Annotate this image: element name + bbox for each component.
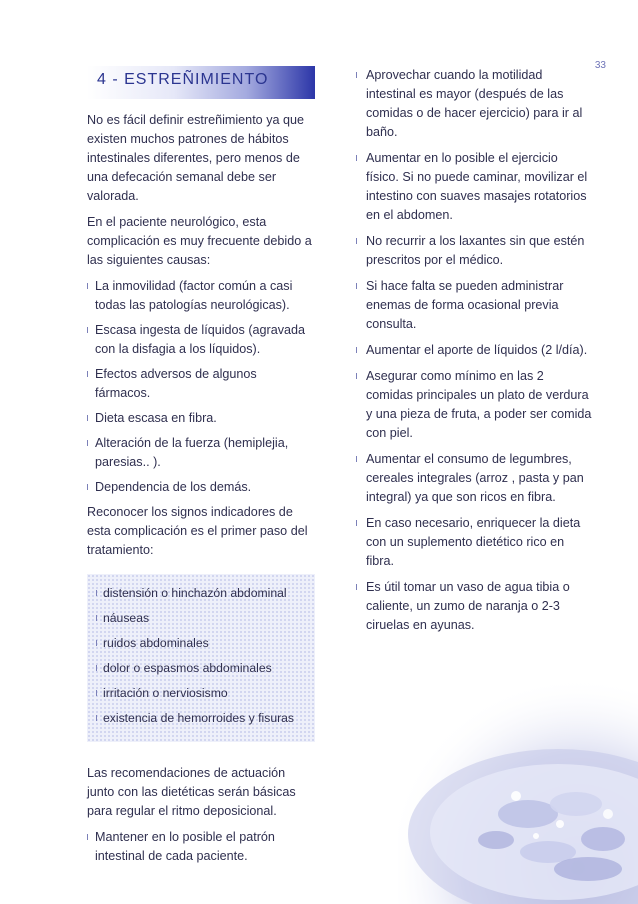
left-column <box>87 66 315 872</box>
bullet-mark <box>87 834 88 840</box>
bullet-mark <box>96 665 97 671</box>
bullet-mark <box>356 520 357 526</box>
bullet-mark <box>356 72 357 78</box>
recommendations-list <box>356 66 592 635</box>
bullet-mark <box>356 283 357 289</box>
list-item: Dieta escasa en fibra. <box>87 409 315 428</box>
recommendations-intro-paragraph: Las recomendaciones de actuación junto con las dietéticas serán básicas para regular el ritmo deposicional. <box>87 766 296 818</box>
bullet-mark <box>96 640 97 646</box>
list-item: dolor o espasmos abdominales <box>87 659 315 678</box>
list-item: Escasa ingesta de líquidos (agravada con la disfagia a los líquidos). <box>87 321 315 359</box>
bullet-mark <box>96 690 97 696</box>
bullet-mark <box>356 584 357 590</box>
page-number: 33 <box>594 60 606 71</box>
list-item: irritación o nerviosismo <box>87 684 315 703</box>
bullet-mark <box>87 415 88 421</box>
bullet-mark <box>96 590 97 596</box>
bullet-mark <box>356 456 357 462</box>
food-photo-illustration <box>398 664 638 904</box>
list-item: Aumentar en lo posible el ejercicio físico. Si no puede caminar, movilizar el intestino con suaves masajes rotatorios en el abdomen. <box>356 149 592 225</box>
list-item: ruidos abdominales <box>87 634 315 653</box>
causes-intro-paragraph: En el paciente neurológico, esta complicación es muy frecuente debido a las siguientes causas: <box>87 215 312 267</box>
list-item: Aumentar el aporte de líquidos (2 l/día). <box>356 341 592 360</box>
first-recommendation-list <box>87 828 315 866</box>
section-title: 4 - ESTREÑIMIENTO <box>97 71 269 88</box>
recognize-paragraph: Reconocer los signos indicadores de esta complicación es el primer paso del tratamiento: <box>87 505 308 557</box>
list-item: Es útil tomar un vaso de agua tibia o caliente, un zumo de naranja o 2-3 ciruelas en ayunas. <box>356 578 592 635</box>
bullet-mark <box>87 484 88 490</box>
bullet-mark <box>87 283 88 289</box>
list-item: La inmovilidad (factor común a casi todas las patologías neurológicas). <box>87 277 315 315</box>
list-item: Aumentar el consumo de legumbres, cereales integrales (arroz , pasta y pan integral) ya que son ricos en fibra. <box>356 450 592 507</box>
food-plate-icon <box>398 664 638 904</box>
list-item: náuseas <box>87 609 315 628</box>
list-item: Aprovechar cuando la motilidad intestinal es mayor (después de las comidas o de hacer ejercicio) para ir al baño. <box>356 66 592 142</box>
symptoms-list <box>87 584 315 728</box>
bullet-mark <box>356 155 357 161</box>
list-item: Alteración de la fuerza (hemiplejia, paresias.. ). <box>87 434 315 472</box>
symptoms-box <box>87 574 315 742</box>
list-item: Mantener en lo posible el patrón intestinal de cada paciente. <box>87 828 315 866</box>
bullet-mark <box>96 715 97 721</box>
list-item: distensión o hinchazón abdominal <box>87 584 315 603</box>
bullet-mark <box>356 373 357 379</box>
list-item: Si hace falta se pueden administrar enemas de forma ocasional previa consulta. <box>356 277 592 334</box>
list-item: existencia de hemorroides y fisuras <box>87 709 315 728</box>
bullet-mark <box>87 371 88 377</box>
bullet-mark <box>356 347 357 353</box>
right-column <box>356 66 592 642</box>
bullet-mark <box>96 615 97 621</box>
bullet-mark <box>87 440 88 446</box>
intro-paragraph: No es fácil definir estreñimiento ya que existen muchos patrones de hábitos intestinales diferentes, pero menos de una defecación semanal debe ser valorada. <box>87 113 305 203</box>
list-item: Efectos adversos de algunos fármacos. <box>87 365 315 403</box>
list-item: Dependencia de los demás. <box>87 478 315 497</box>
list-item: En caso necesario, enriquecer la dieta con un suplemento dietético rico en fibra. <box>356 514 592 571</box>
list-item: No recurrir a los laxantes sin que estén prescritos por el médico. <box>356 232 592 270</box>
list-item: Asegurar como mínimo en las 2 comidas principales un plato de verdura y una pieza de fruta, a poder ser comida con piel. <box>356 367 592 443</box>
bullet-mark <box>87 327 88 333</box>
causes-list <box>87 277 315 497</box>
bullet-mark <box>356 238 357 244</box>
section-header <box>87 66 315 99</box>
